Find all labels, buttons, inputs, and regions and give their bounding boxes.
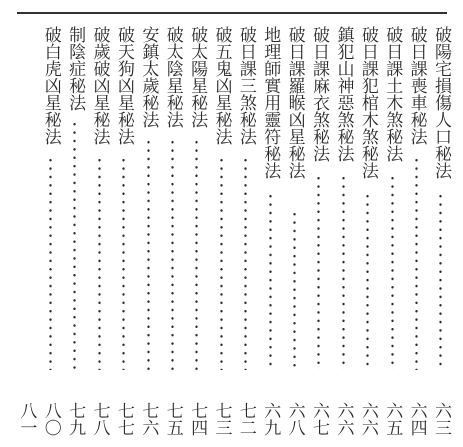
dot-leader [293,210,296,370]
toc-entry-title: 制陰症秘法 [65,26,86,111]
toc-entry[interactable] [185,26,209,436]
toc-entry-page: 七七 [113,402,134,436]
toc-entry-title: 鎮犯山神惡煞秘法 [333,26,354,162]
toc-entry-page: 七四 [187,402,208,436]
dot-leader [171,138,174,370]
dot-leader [244,156,247,370]
dot-leader [98,156,101,370]
toc-entry-title: 破天狗凶星秘法 [113,26,134,145]
toc-entry-title: 破日課喪車秘法 [406,26,427,145]
toc-entry-title: 破歲破凶星秘法 [89,26,110,145]
toc-entry[interactable] [38,26,62,436]
toc-entry-page: 七六 [138,402,159,436]
toc-entry-title: 安鎮太歲秘法 [138,26,159,128]
toc-entry[interactable] [209,26,233,436]
toc-entry[interactable] [160,26,184,436]
toc-entry-last-page [14,26,38,436]
toc-entry-page: 六八 [284,402,305,436]
toc-entry-page: 六六 [357,402,378,436]
toc-entry-page: 六三 [431,402,451,436]
toc-entry[interactable] [380,26,404,436]
dot-leader [415,156,418,370]
toc-entry[interactable] [355,26,379,436]
dot-leader [220,156,223,370]
dot-leader [366,192,369,370]
toc-entry[interactable] [87,26,111,436]
toc-entry-title: 破五鬼凶星秘法 [211,26,232,145]
dot-leader [73,120,76,370]
toc-entry-page: 六六 [333,402,354,436]
toc-entry-title: 破陽宅損傷人口秘法 [431,26,451,179]
top-rule [17,12,447,14]
toc-entry-title: 破日課土木煞秘法 [382,26,403,162]
table-of-contents [14,26,453,436]
toc-entry-page: 七九 [65,402,86,436]
toc-entry-title: 破白虎凶星秘法 [40,26,61,145]
dot-leader [147,138,150,370]
toc-entry-page: 六五 [382,402,403,436]
toc-entry-title: 破日課麻衣煞秘法 [309,26,330,162]
toc-entry-page: 七二 [235,402,256,436]
toc-entry-page: 六七 [309,402,330,436]
toc-entry-page: 六九 [260,402,281,436]
dot-leader [195,138,198,370]
dot-leader [342,174,345,370]
toc-entry[interactable] [429,26,453,436]
toc-entry-title: 地理師實用靈符秘法 [260,26,281,179]
toc-entry-title: 破日課三煞秘法 [235,26,256,145]
toc-entry[interactable] [282,26,306,436]
toc-entry[interactable] [233,26,257,436]
toc-entry-page: 七三 [211,402,232,436]
toc-entry[interactable] [258,26,282,436]
toc-entry[interactable] [136,26,160,436]
dot-leader [122,156,125,370]
toc-entry-page: 七五 [162,402,183,436]
toc-last-page-number: 八一 [16,402,37,436]
toc-entry[interactable] [404,26,428,436]
toc-entry-page: 七八 [89,402,110,436]
dot-leader [439,192,442,370]
dot-leader [391,174,394,370]
dot-leader [317,174,320,370]
toc-entry[interactable] [307,26,331,436]
toc-entry-title: 破日課犯棺木煞秘法 [357,26,378,179]
dot-leader [49,156,52,370]
toc-entry-title: 破日課羅睺凶星秘法 [284,26,305,179]
toc-entry-title: 破太陽星秘法 [187,26,208,128]
toc-entry-page: 六四 [406,402,427,436]
toc-entry-page: 八〇 [40,402,61,436]
toc-entry-title: 破太陰星秘法 [162,26,183,128]
toc-entry[interactable] [331,26,355,436]
toc-entry[interactable] [63,26,87,436]
dot-leader [269,192,272,370]
toc-entry[interactable] [112,26,136,436]
